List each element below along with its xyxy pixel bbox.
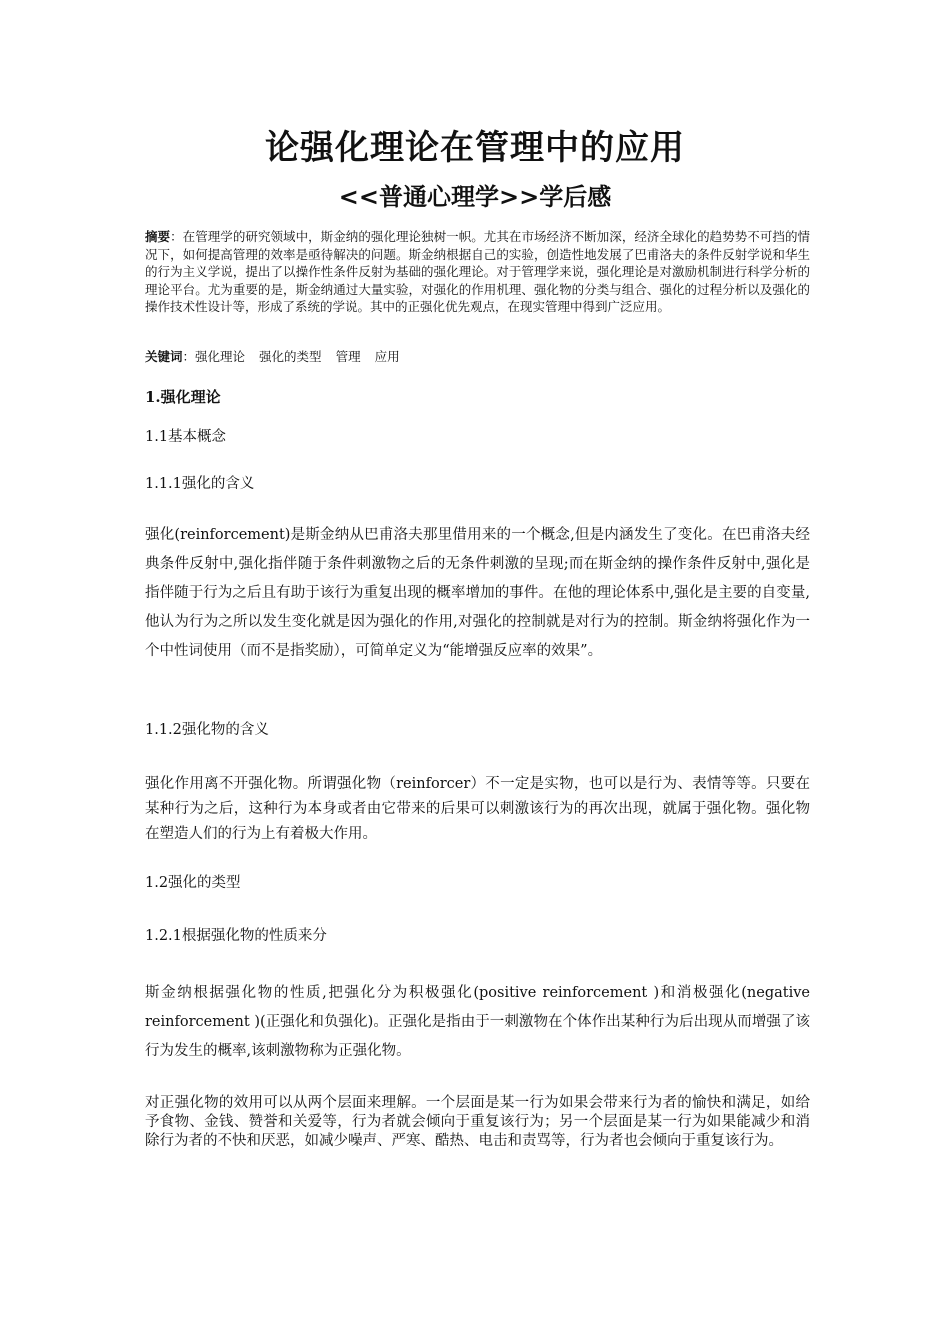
subsection-heading: 1.1基本概念: [145, 429, 227, 445]
body-paragraph: 斯金纳根据强化物的性质,把强化分为积极强化(positive reinforcement )和消极强化(negative reinforcement )(正强化和负强化)。正强化是指由于一刺激物在个体作出某种行为后出现从而增强了该行为发生的概率,该刺激物称为正强化物。: [145, 985, 810, 1059]
subsection-heading: 1.2强化的类型: [145, 875, 241, 891]
keyword: 管理: [335, 349, 361, 364]
section-heading: 1.强化理论: [145, 388, 221, 406]
keywords-line: [145, 348, 810, 366]
subsubsection-heading: 1.2.1根据强化物的性质来分: [145, 928, 327, 944]
body-paragraph: 对正强化物的效用可以从两个层面来理解。一个层面是某一行为如果会带来行为者的愉快和满足，如给予食物、金钱、赞誉和关爱等，行为者就会倾向于重复该行为；另一个层面是某一行为如果能减少和消除行为者的不快和厌恶，如减少噪声、严寒、酷热、电击和责骂等，行为者也会倾向于重复该行为。: [145, 1095, 810, 1149]
body-paragraph: 强化作用离不开强化物。所谓强化物（reinforcer）不一定是实物，也可以是行为、表情等等。只要在某种行为之后，这种行为本身或者由它带来的后果可以刺激该行为的再次出现，就属于强化物。强化物在塑造人们的行为上有着极大作用。: [145, 776, 810, 842]
subsubsection-heading: 1.1.1强化的含义: [145, 476, 255, 492]
document-subtitle: <<普通心理学>>学后感: [338, 183, 612, 211]
abstract-paragraph: [145, 228, 810, 316]
keyword: 强化的类型: [259, 349, 322, 364]
keywords-separator: ：: [182, 349, 196, 364]
document-title: 论强化理论在管理中的应用: [265, 128, 685, 168]
abstract-label: 摘要: [145, 229, 171, 244]
keyword: 应用: [374, 349, 400, 364]
keywords-label: 关键词: [145, 349, 183, 364]
keyword: 强化理论: [195, 349, 246, 364]
subsubsection-heading: 1.1.2强化物的含义: [145, 722, 269, 738]
abstract-text: ：在管理学的研究领域中，斯金纳的强化理论独树一帜。尤其在市场经济不断加深，经济全球化的趋势势不可挡的情况下，如何提高管理的效率是亟待解决的问题。斯金纳根据自己的实验，创造性地发展了巴甫洛夫的条件反射学说和华生的行为主义学说，提出了以操作性条件反射为基础的强化理论。对于管理学来说，强化理论是对激励机制进行科学分析的理论平台。尤为重要的是，斯金纳通过大量实验，对强化的作用机理、强化物的分类与组合、强化的过程分析以及强化的操作技术性设计等，形成了系统的学说。其中的正强化优先观点，在现实管理中得到广泛应用。: [145, 229, 810, 315]
body-paragraph: 强化(reinforcement)是斯金纳从巴甫洛夫那里借用来的一个概念,但是内涵发生了变化。在巴甫洛夫经典条件反射中,强化指伴随于条件刺激物之后的无条件刺激的呈现;而在斯金纳的操作条件反射中,强化是指伴随于行为之后且有助于该行为重复出现的概率增加的事件。在他的理论体系中,强化是主要的自变量,他认为行为之所以发生变化就是因为强化的作用,对强化的控制就是对行为的控制。斯金纳将强化作为一个中性词使用（而不是指奖励），可简单定义为“能增强反应率的效果”。: [145, 527, 810, 659]
